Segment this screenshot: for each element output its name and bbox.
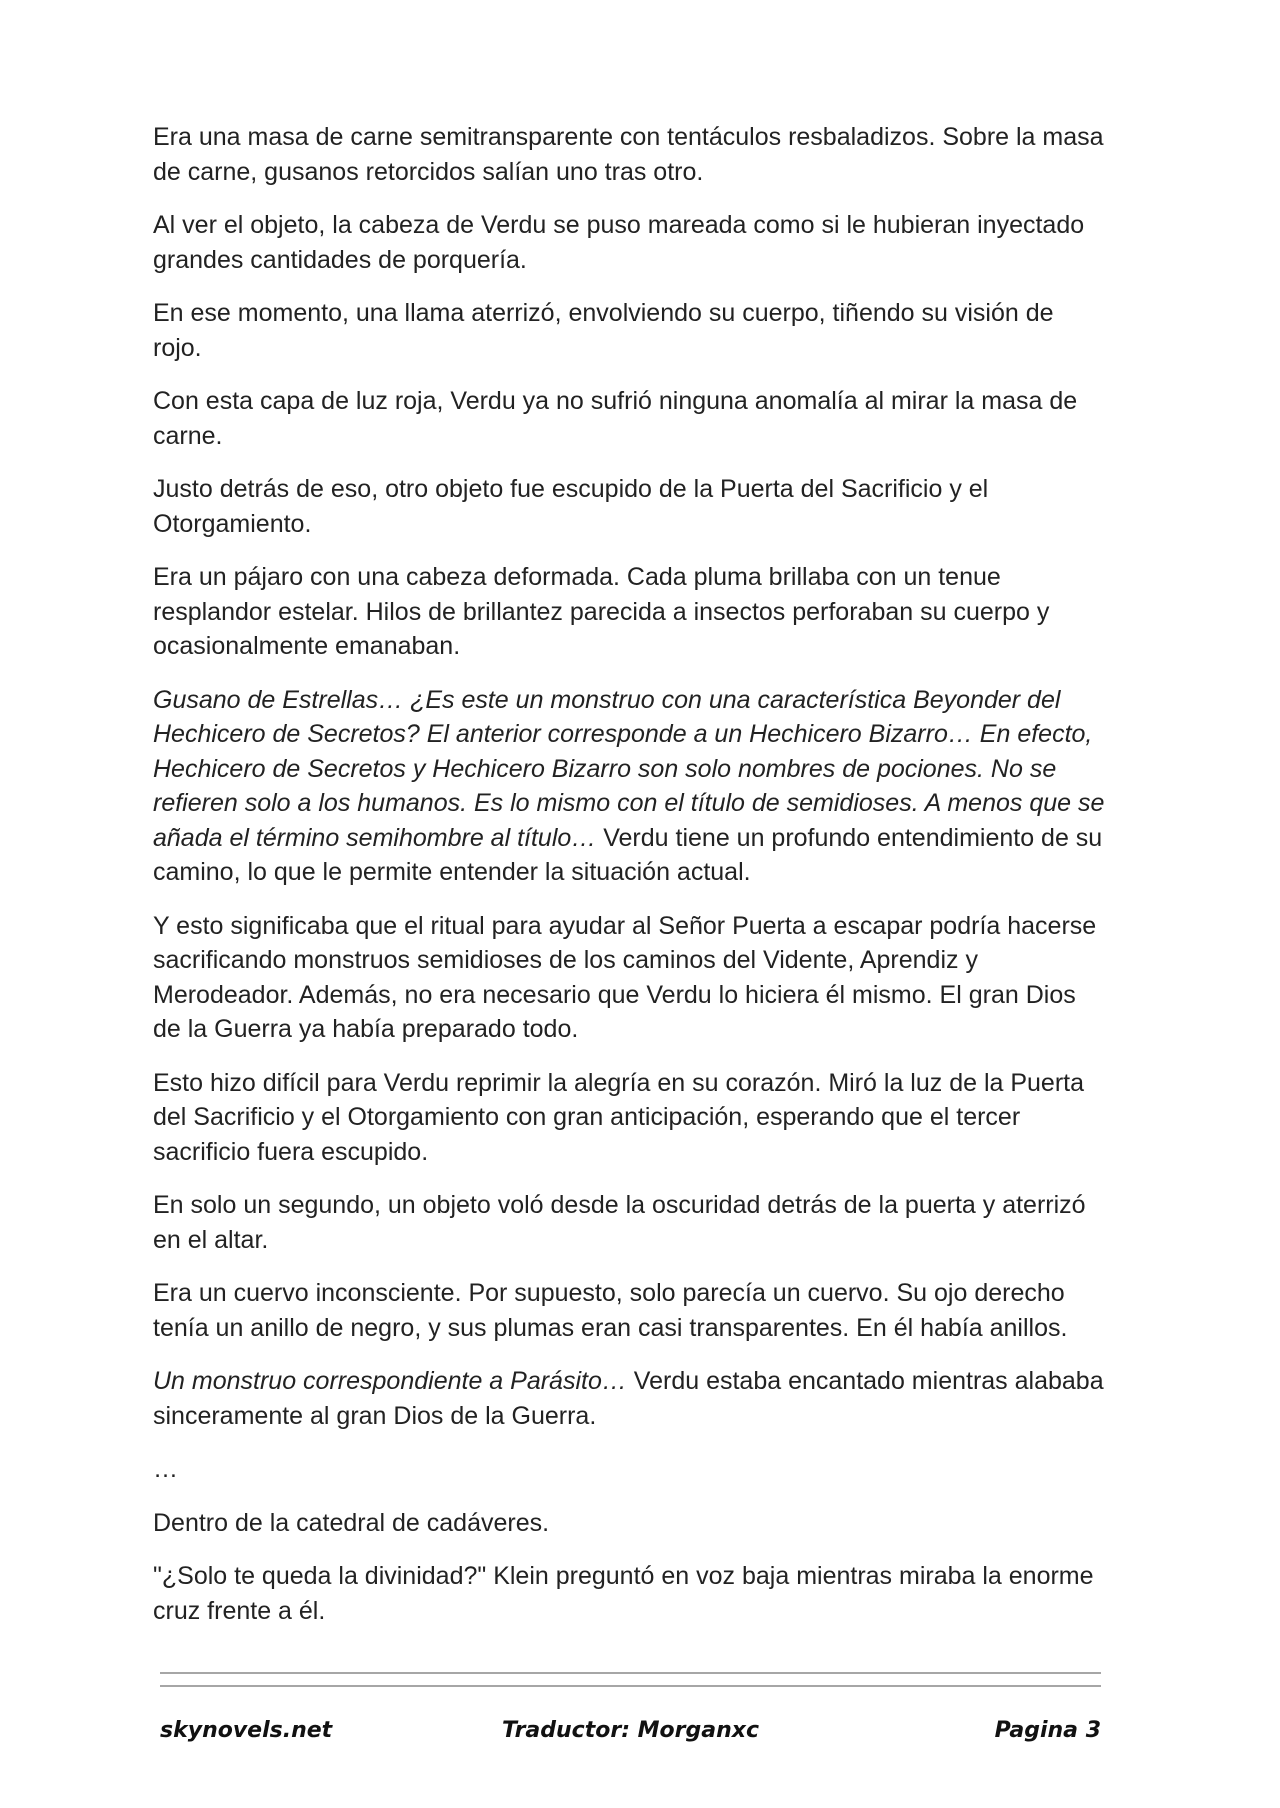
paragraph-2 (153, 208, 1108, 277)
paragraph-text: En solo un segundo, un objeto voló desde la oscuridad detrás de la puerta y aterrizó en el altar. (153, 1191, 1086, 1254)
paragraph-13 (153, 1506, 1108, 1541)
paragraph-8 (153, 909, 1108, 1047)
footer-divider-top (160, 1672, 1101, 1674)
paragraph-3 (153, 296, 1108, 365)
paragraph-14 (153, 1559, 1108, 1628)
footer-page-number: Pagina 3 (994, 1718, 1101, 1743)
paragraph-7 (153, 683, 1108, 890)
paragraph-text: "¿Solo te queda la divinidad?" Klein preguntó en voz baja mientras miraba la enorme cruz frente a él. (153, 1562, 1094, 1625)
paragraph-text: Al ver el objeto, la cabeza de Verdu se puso mareada como si le hubieran inyectado grandes cantidades de porquería. (153, 211, 1085, 274)
paragraph-4 (153, 384, 1108, 453)
paragraph-text: Esto hizo difícil para Verdu reprimir la alegría en su corazón. Miró la luz de la Puerta del Sacrificio y el Otorgamiento con gran anticipación, esperando que el tercer sacrificio fuera escupido. (153, 1068, 1085, 1166)
paragraph-6 (153, 560, 1108, 664)
paragraph-text: Y esto significaba que el ritual para ayudar al Señor Puerta a escapar podría hacerse sacrificando monstruos semidioses de los caminos del Vidente, Aprendiz y Merodeador. Además, no era necesario que Verdu lo hiciera él mismo. El gran Dios de la Guerra ya había preparado todo. (153, 911, 1097, 1043)
paragraph-text: Verdu estaba encantado mientras alababa sinceramente al gran Dios de la Guerra. (153, 1367, 1104, 1430)
paragraph-10 (153, 1188, 1108, 1257)
paragraph-text: En ese momento, una llama aterrizó, envolviendo su cuerpo, tiñendo su visión de rojo. (153, 299, 1054, 362)
paragraph-text: Con esta capa de luz roja, Verdu ya no sufrió ninguna anomalía al mirar la masa de carne. (153, 387, 1078, 450)
paragraph-9 (153, 1066, 1108, 1170)
footer-site: skynovels.net (160, 1718, 333, 1743)
ellipsis-text: … (153, 1455, 178, 1483)
inner-thought-text: Un monstruo correspondiente a Parásito… (153, 1367, 627, 1395)
paragraph-text: Justo detrás de eso, otro objeto fue escupido de la Puerta del Sacrificio y el Otorgamiento. (153, 475, 989, 538)
paragraph-text: Era una masa de carne semitransparente con tentáculos resbaladizos. Sobre la masa de carne, gusanos retorcidos salían uno tras otro. (153, 123, 1104, 186)
paragraph-5 (153, 472, 1108, 541)
page-footer (160, 1718, 1101, 1752)
paragraph-1 (153, 120, 1108, 189)
paragraph-text: Verdu tiene un profundo entendimiento de su camino, lo que le permite entender la situación actual. (153, 823, 1103, 886)
inner-thought-text: Gusano de Estrellas… ¿Es este un monstruo con una característica Beyonder del Hechicero de Secretos? El anterior corresponde a un Hechicero Bizarro… En efecto, Hechicero de Secretos y Hechicero Bizarro son solo nombres de pociones. No se refieren solo a los humanos. Es lo mismo con el título de semidioses. A menos que se añada el término semihombre al título… (153, 685, 1105, 852)
paragraph-text: Era un cuervo inconsciente. Por supuesto, solo parecía un cuervo. Su ojo derecho tenía un anillo de negro, y sus plumas eran casi transparentes. En él había anillos. (153, 1279, 1068, 1342)
paragraph-11 (153, 1276, 1108, 1345)
footer-divider-bottom (160, 1685, 1101, 1687)
footer-translator: Traductor: Morganxc (501, 1718, 760, 1743)
paragraph-text: Era un pájaro con una cabeza deformada. Cada pluma brillaba con un tenue resplandor estelar. Hilos de brillantez parecida a insectos perforaban su cuerpo y ocasionalmente emanaban. (153, 563, 1050, 660)
paragraph-text: Dentro de la catedral de cadáveres. (153, 1508, 550, 1537)
scene-break (153, 1452, 1108, 1487)
paragraph-12 (153, 1364, 1108, 1433)
page-body (153, 120, 1108, 1647)
